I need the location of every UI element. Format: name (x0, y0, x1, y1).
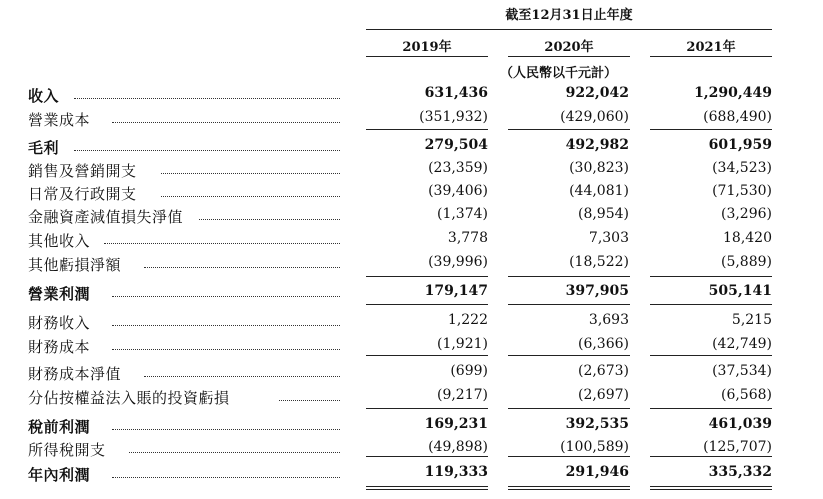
row-value: 3,693 (588, 312, 629, 328)
row-value: 631,436 (424, 85, 488, 101)
subtotal-rule (508, 276, 630, 277)
row-value: (1,374) (436, 206, 488, 222)
dot-leader (112, 477, 340, 478)
statement-row (0, 361, 823, 383)
row-label: 營業成本 (28, 111, 91, 129)
statement-row (0, 414, 823, 436)
statement-row (0, 462, 823, 484)
row-value: (39,406) (428, 183, 488, 199)
year-header-2020: 2020年 (544, 40, 594, 55)
statement-row (0, 310, 823, 332)
dot-leader (144, 267, 340, 268)
statement-row (0, 181, 823, 203)
subtotal-rule (650, 456, 772, 457)
subtotal-rule (366, 408, 488, 409)
row-value: (100,589) (560, 439, 629, 455)
row-value: 461,039 (708, 416, 772, 432)
statement-row (0, 252, 823, 274)
subtotal-rule (508, 355, 630, 356)
row-value: 601,959 (708, 137, 772, 153)
row-value: (6,568) (720, 387, 772, 403)
year-rule-2020 (508, 56, 630, 57)
row-value: (71,530) (712, 183, 772, 199)
row-value: (351,932) (419, 109, 488, 125)
unit-note: （人民幣以千元計） (500, 66, 618, 81)
statement-row (0, 83, 823, 105)
row-value: (429,060) (560, 109, 629, 125)
row-value: (3,296) (720, 206, 772, 222)
subtotal-rule (508, 408, 630, 409)
dot-leader (199, 219, 340, 220)
total-double-rule (508, 486, 630, 490)
year-header-2021: 2021年 (686, 40, 736, 55)
subtotal-rule (508, 304, 630, 305)
row-value: 397,905 (565, 283, 629, 299)
statement-row (0, 281, 823, 303)
statement-row (0, 385, 823, 407)
row-value: 179,147 (424, 283, 488, 299)
subtotal-rule (650, 304, 772, 305)
row-label: 其他虧損淨額 (28, 256, 122, 274)
row-value: (18,522) (569, 254, 629, 270)
row-label: 財務成本 (28, 338, 91, 356)
dot-leader (112, 296, 340, 297)
row-value: (30,823) (569, 160, 629, 176)
row-label: 毛利 (28, 139, 60, 157)
statement-row (0, 334, 823, 356)
row-value: 279,504 (424, 137, 488, 153)
header-rule (366, 29, 772, 30)
row-value: 1,222 (447, 312, 488, 328)
row-value: 3,778 (447, 230, 488, 246)
row-value: (5,889) (720, 254, 772, 270)
year-rule-2021 (650, 56, 772, 57)
row-value: (39,996) (428, 254, 488, 270)
row-value: 18,420 (723, 230, 772, 246)
row-value: (6,366) (577, 336, 629, 352)
statement-row (0, 135, 823, 157)
row-value: (688,490) (703, 109, 772, 125)
period-title: 截至12月31日止年度 (505, 8, 633, 23)
row-value: 922,042 (565, 85, 629, 101)
row-value: (34,523) (712, 160, 772, 176)
dot-leader (112, 429, 340, 430)
statement-row (0, 107, 823, 129)
row-label: 年內利潤 (28, 466, 91, 484)
row-value: (2,697) (577, 387, 629, 403)
dot-leader (161, 173, 340, 174)
dot-leader (279, 400, 340, 401)
row-value: 119,333 (424, 464, 488, 480)
row-value: (1,921) (436, 336, 488, 352)
subtotal-rule (508, 129, 630, 130)
subtotal-rule (650, 276, 772, 277)
dot-leader (104, 243, 340, 244)
subtotal-rule (650, 355, 772, 356)
subtotal-rule (366, 129, 488, 130)
row-value: (37,534) (712, 363, 772, 379)
dot-leader (161, 196, 340, 197)
subtotal-rule (650, 408, 772, 409)
row-label: 金融資產減值損失淨值 (28, 208, 184, 226)
row-value: 335,332 (708, 464, 772, 480)
statement-row (0, 204, 823, 226)
total-double-rule (650, 486, 772, 490)
dot-leader (112, 122, 340, 123)
subtotal-rule (366, 304, 488, 305)
row-label: 收入 (28, 87, 60, 105)
subtotal-rule (366, 276, 488, 277)
dot-leader (74, 150, 340, 151)
statement-row (0, 228, 823, 250)
row-label: 財務成本淨值 (28, 365, 122, 383)
row-label: 銷售及營銷開支 (28, 162, 137, 180)
subtotal-rule (508, 456, 630, 457)
row-label: 分佔按權益法入賬的投資虧損 (28, 389, 230, 407)
row-value: (2,673) (577, 363, 629, 379)
row-value: 1,290,449 (694, 85, 772, 101)
row-value: (42,749) (712, 336, 772, 352)
row-value: 169,231 (424, 416, 488, 432)
row-label: 財務收入 (28, 314, 91, 332)
row-value: 492,982 (565, 137, 629, 153)
dot-leader (112, 325, 340, 326)
row-value: (44,081) (569, 183, 629, 199)
row-value: (23,359) (428, 160, 488, 176)
row-value: 392,535 (565, 416, 629, 432)
year-rule-2019 (366, 56, 488, 57)
subtotal-rule (366, 355, 488, 356)
row-value: (125,707) (703, 439, 772, 455)
row-label: 所得稅開支 (28, 441, 106, 459)
total-double-rule (366, 486, 488, 490)
dot-leader (144, 376, 340, 377)
dot-leader (129, 452, 340, 453)
row-label: 日常及行政開支 (28, 185, 137, 203)
statement-row (0, 158, 823, 180)
row-value: (9,217) (436, 387, 488, 403)
row-value: 5,215 (731, 312, 772, 328)
subtotal-rule (650, 129, 772, 130)
subtotal-rule (366, 456, 488, 457)
row-label: 營業利潤 (28, 285, 91, 303)
row-value: (699) (450, 363, 488, 379)
dot-leader (74, 98, 340, 99)
year-header-2019: 2019年 (402, 40, 452, 55)
row-value: (49,898) (428, 439, 488, 455)
row-value: 291,946 (565, 464, 629, 480)
row-value: 505,141 (708, 283, 772, 299)
row-value: (8,954) (577, 206, 629, 222)
row-value: 7,303 (588, 230, 629, 246)
dot-leader (112, 349, 340, 350)
row-label: 其他收入 (28, 232, 91, 250)
row-label: 稅前利潤 (28, 418, 91, 436)
